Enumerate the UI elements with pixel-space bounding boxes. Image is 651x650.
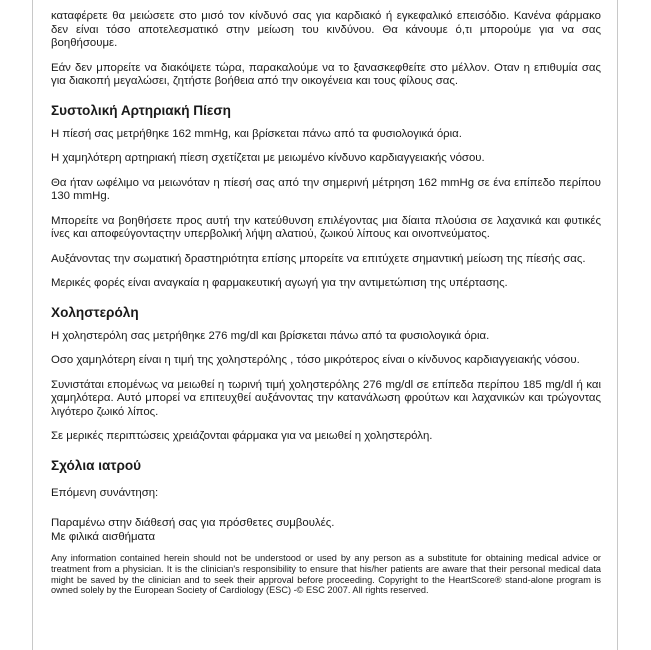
intro-paragraph-2: Εάν δεν μπορείτε να διακόψετε τώρα, παρακαλούμε να το ξανασκεφθείτε στο μέλλον. Οταν η επιθυμία σας για διακοπή μεγαλώσει, ζητήστε βοήθεια από την οικογένεια και τους φίλους σας. bbox=[51, 61, 601, 87]
chol-paragraph-2: Οσο χαμηλότερη είναι η τιμή της χοληστερόλης , τόσο μικρότερος είναι ο κίνδυνος καρδιαγγειακής νόσου. bbox=[51, 354, 580, 366]
document-page bbox=[32, 0, 618, 650]
chol-paragraph-1: Η χοληστερόλη σας μετρήθηκε 276 mg/dl και βρίσκεται πάνω από τα φυσιολογικά όρια. bbox=[51, 329, 490, 342]
bp-paragraph-3: Θα ήταν ωφέλιμο να μειωνόταν η πίεσή σας από την σημερινή μέτρηση 162 mmHg σε ένα επίπεδο περίπου 130 mmHg. bbox=[51, 176, 601, 202]
blood-pressure-heading: Συστολική Αρτηριακή Πίεση bbox=[51, 102, 231, 118]
closing-line-1: Παραμένω στην διάθεσή σας για πρόσθετες συμβουλές. bbox=[51, 517, 335, 529]
next-appointment-label: Επόμενη συνάντηση: bbox=[51, 486, 159, 499]
bp-paragraph-4: Μπορείτε να βοηθήσετε προς αυτή την κατεύθυνση επιλέγοντας μια δίαιτα πλούσια σε λαχανικά και φυτικές ίνες και αποφεύγονταςτην υπερβολική λήψη αλατιού, ζωικού λίπους και οινοπνεύματος. bbox=[51, 214, 601, 240]
closing-line-2: Με φιλικά αισθήματα bbox=[51, 530, 156, 543]
chol-paragraph-4: Σε μερικές περιπτώσεις χρειάζονται φάρμακα για να μειωθεί η χοληστερόλη. bbox=[51, 430, 433, 442]
cholesterol-heading: Χοληστερόλη bbox=[51, 304, 139, 320]
intro-paragraph-1: καταφέρετε θα μειώσετε στο μισό τον κίνδυνό σας για καρδιακό ή εγκεφαλικό επεισόδιο. Κανένα φάρμακο δεν είναι τόσο αποτελεσματικό στην μείωση του κινδύνου. Θα κάνουμε ό,τι μπορούμε για να σας βοηθήσουμε. bbox=[51, 10, 601, 49]
bp-paragraph-6: Μερικές φορές είναι αναγκαία η φαρμακευτική αγωγή για την αντιμετώπιση της υπέρτασης. bbox=[51, 277, 508, 289]
document-content bbox=[51, 10, 601, 596]
disclaimer-text: Any information contained herein should not be understood or used by any person as a substitute for obtaining medical advice or treatment from a physician. It is the clinician's responsibility to ensure that his/her patients are aware that their personal medical data might be saved by the clinician and to seek their approval before proceeding. Copyright to the HeartScore® stand-alone program is owned solely by the European Society of Cardiology (ESC) -© ESC 2007. All rights reserved. bbox=[51, 553, 601, 596]
doctor-notes-heading: Σχόλια ιατρού bbox=[51, 457, 142, 473]
bp-paragraph-2: Η χαμηλότερη αρτηριακή πίεση σχετίζεται με μειωμένο κίνδυνο καρδιαγγειακής νόσου. bbox=[51, 152, 485, 164]
chol-paragraph-3: Συνιστάται επομένως να μειωθεί η τωρινή τιμή χοληστερόλης 276 mg/dl σε επίπεδα περίπου 185 mg/dl ή και χαμηλότερα. Αυτό μπορεί να επιτευχθεί αυξάνοντας την κατανάλωση φρούτων και λαχανικών και τρώγοντας λιγότερο ζωικό λίπος. bbox=[51, 378, 601, 418]
bp-paragraph-1: Η πίεσή σας μετρήθηκε 162 mmHg, και βρίσκεται πάνω από τα φυσιολογικά όρια. bbox=[51, 127, 462, 140]
bp-paragraph-5: Αυξάνοντας την σωματική δραστηριότητα επίσης μπορείτε να επιτύχετε σημαντική μείωση της πίεσής σας. bbox=[51, 252, 586, 265]
